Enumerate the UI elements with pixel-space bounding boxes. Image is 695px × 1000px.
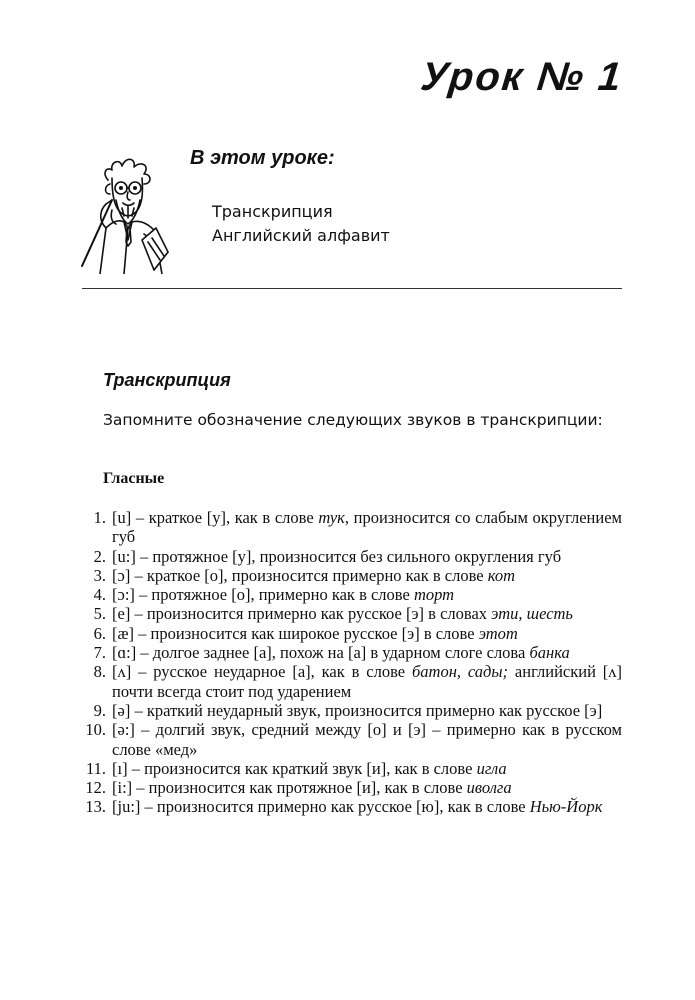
- list-item-number: 6.: [93, 623, 106, 643]
- description-text: [ə:] – долгий звук, средний между [о] и [э] – примерно как в русском слове «мед»: [112, 720, 622, 759]
- list-item-text: [112, 547, 622, 566]
- description-text: [ju:] – произносится примерно как русское [ю], как в слове: [112, 797, 530, 817]
- example-word: торт: [413, 585, 455, 605]
- divider: [82, 288, 622, 289]
- list-item-number: 5.: [93, 604, 106, 624]
- description-text: [æ] – произносится как широкое русское [э] в слове: [112, 623, 479, 643]
- professor-illustration: [72, 148, 198, 274]
- list-item-number: 3.: [93, 565, 106, 585]
- list-item-text: [112, 643, 622, 662]
- description-text: [u:] – протяжное [у], произносится без сильного округления губ: [112, 546, 562, 566]
- list-item-text: [112, 585, 622, 604]
- list-item: [72, 547, 622, 566]
- example-word: банка: [529, 643, 570, 663]
- description-text: [ı] – произносится как краткий звук [и], как в слове: [112, 758, 477, 778]
- list-item: [72, 778, 622, 797]
- list-item: [72, 797, 622, 816]
- list-item-number: 8.: [93, 662, 106, 682]
- list-item: [72, 604, 622, 623]
- description-text: английский [ʌ] почти всегда стоит под ударением: [112, 662, 623, 701]
- description-text: [ʌ] – русское неударное [а], как в слове: [112, 662, 412, 682]
- example-word: тук: [318, 508, 345, 527]
- list-item-text: [112, 566, 622, 585]
- list-item: [72, 585, 622, 604]
- topic-item: Транскрипция: [212, 202, 333, 221]
- vowel-list: [72, 508, 622, 817]
- topic-item: Английский алфавит: [212, 226, 390, 245]
- topics-list: [212, 200, 390, 248]
- list-item: [72, 720, 622, 759]
- list-item-number: 11.: [85, 758, 106, 778]
- example-word: этот: [478, 623, 518, 643]
- list-item-text: [112, 508, 622, 547]
- list-item-number: 9.: [93, 700, 106, 720]
- list-item-number: 10.: [85, 720, 106, 740]
- description-text: [i:] – произносится как протяжное [и], как в слове: [112, 778, 467, 798]
- description-text: , произносится со слабым округлением губ: [112, 508, 622, 547]
- example-word: кот: [487, 565, 516, 585]
- description-text: [u] – краткое [у], как в слове: [112, 508, 319, 527]
- list-item-text: [112, 759, 622, 778]
- section-title: Транскрипция: [103, 370, 231, 390]
- list-item-number: 1.: [93, 508, 106, 527]
- vowels-subtitle: Гласные: [103, 470, 165, 487]
- list-item: [72, 643, 622, 662]
- description-text: [ɔ:] – протяжное [о], примерно как в слове: [112, 585, 414, 605]
- list-item: [72, 759, 622, 778]
- lesson-title: Урок № 1: [419, 55, 626, 99]
- list-item-text: [112, 720, 622, 759]
- example-word: батон, сады;: [412, 662, 509, 682]
- list-item-number: 7.: [93, 643, 106, 663]
- section-intro: Запомните обозначение следующих звуков в транскрипции:: [103, 411, 603, 429]
- example-word: эти, шесть: [491, 604, 573, 624]
- list-item-text: [112, 662, 622, 701]
- list-item: [72, 508, 622, 547]
- list-item-number: 13.: [85, 797, 106, 817]
- list-item: [72, 701, 622, 720]
- description-text: [e] – произносится примерно как русское [э] в словах: [112, 604, 492, 624]
- list-item: [72, 624, 622, 643]
- list-item-text: [112, 624, 622, 643]
- list-item-text: [112, 701, 622, 720]
- list-item-text: [112, 797, 622, 816]
- list-item-text: [112, 778, 622, 797]
- example-word: Нью-Йорк: [529, 797, 603, 817]
- list-item-number: 2.: [93, 546, 106, 566]
- list-item-number: 12.: [85, 778, 106, 798]
- in-lesson-heading: В этом уроке:: [190, 147, 335, 169]
- list-item: [72, 566, 622, 585]
- list-item-number: 4.: [93, 585, 106, 605]
- description-text: [ɔ] – краткое [о], произносится примерно как в слове: [112, 565, 488, 585]
- example-word: игла: [476, 758, 507, 778]
- description-text: [ə] – краткий неударный звук, произносится примерно как русское [э]: [112, 700, 603, 720]
- list-item: [72, 662, 622, 701]
- example-word: иволга: [466, 778, 512, 798]
- list-item-text: [112, 604, 622, 623]
- description-text: [ɑ:] – долгое заднее [а], похож на [а] в ударном слоге слова: [112, 643, 530, 663]
